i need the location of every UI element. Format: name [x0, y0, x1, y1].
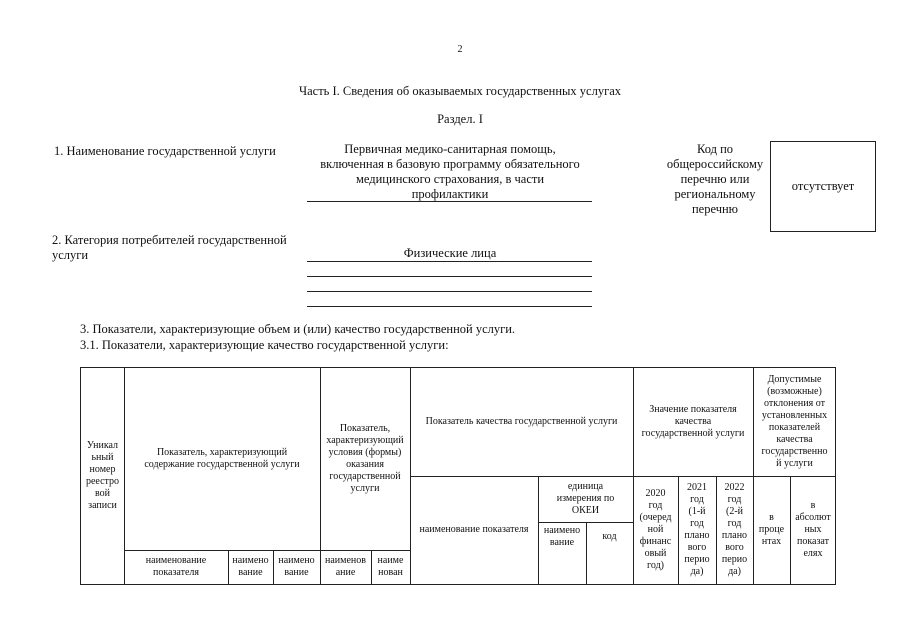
- service-name-value: [305, 142, 595, 202]
- header-indicator-name: наименование показателя: [419, 524, 529, 535]
- service-name-line-2: включенная в базовую программу обязательного: [320, 157, 580, 171]
- code-box: [770, 141, 876, 232]
- header-quality-value: Значение показателя качества государственной услуги: [641, 404, 745, 439]
- quality-table: [80, 367, 836, 585]
- service-name-line-4: профилактики: [411, 187, 489, 201]
- consumer-category-line-2: услуги: [52, 248, 89, 262]
- consumer-category-value: Физические лица: [403, 246, 497, 260]
- header-quality-indicator: Показатель качества государственной услуги: [425, 416, 618, 427]
- code-label-line-1: Код по: [696, 142, 734, 156]
- consumer-underline-3: [307, 291, 592, 292]
- page-number: 2: [457, 44, 463, 55]
- header-year-2022: 2022 год (2-й год плано вого перио да): [721, 482, 748, 577]
- code-label: [660, 142, 770, 217]
- code-label-line-4: региональному: [674, 187, 756, 201]
- consumer-underline-1: [307, 261, 592, 262]
- header-unit-okei: единица измерения по ОКЕИ: [556, 481, 615, 516]
- service-name-line-1: Первичная медико-санитарная помощь,: [344, 142, 556, 156]
- header-year-2021: 2021 год (1-й год плано вого перио да): [684, 482, 710, 577]
- consumer-category-line-1: 2. Категория потребителей государственной: [52, 233, 287, 247]
- part-title: Часть I. Сведения об оказываемых государственных услугах: [298, 84, 622, 98]
- section-title: Раздел. I: [437, 112, 483, 126]
- header-in-percent: в проце нтах: [758, 512, 785, 547]
- header-year-2020: 2020 год (очеред ной финанс овый год): [639, 488, 672, 571]
- header-content-indicator: Показатель, характеризующий содержание государственной услуги: [144, 447, 300, 470]
- code-value: отсутствует: [791, 179, 855, 193]
- sub-conditions-name-2: наиме нован: [377, 555, 404, 578]
- header-conditions-indicator: Показатель, характеризующий условия (формы) оказания государственной услуги: [326, 423, 404, 494]
- sub-content-indicator-name: наименование показателя: [145, 555, 207, 578]
- header-in-absolute: в абсолют ных показат елях: [795, 500, 831, 559]
- header-unit-name: наимено вание: [543, 525, 581, 548]
- code-label-line-2: общероссийскому: [666, 157, 764, 171]
- item3-text: 3. Показатели, характеризующие объем и (или) качество государственной услуги.: [80, 322, 516, 336]
- header-allowed-deviation: Допустимые (возможные) отклонения от установленных показателей качества государственно й услуги: [761, 374, 828, 469]
- sub-content-name-2: наимено вание: [232, 555, 269, 578]
- header-unit-code: код: [602, 531, 617, 542]
- code-label-line-5: перечню: [691, 202, 739, 216]
- code-label-line-3: перечню или: [680, 172, 750, 186]
- consumer-category-label: [52, 233, 312, 263]
- service-name-label: 1. Наименование государственной услуги: [54, 144, 276, 158]
- service-name-underline: [307, 201, 592, 202]
- sub-conditions-name-1: наименов ание: [325, 555, 366, 578]
- service-name-line-3: медицинского страхования, в части: [355, 172, 545, 186]
- item31-text: 3.1. Показатели, характеризующие качество государственной услуги:: [80, 338, 449, 352]
- header-unique-record: Уникал ьный номер реестро вой записи: [85, 440, 120, 511]
- consumer-underline-2: [307, 276, 592, 277]
- sub-content-name-3: наимено вание: [278, 555, 315, 578]
- consumer-underline-4: [307, 306, 592, 307]
